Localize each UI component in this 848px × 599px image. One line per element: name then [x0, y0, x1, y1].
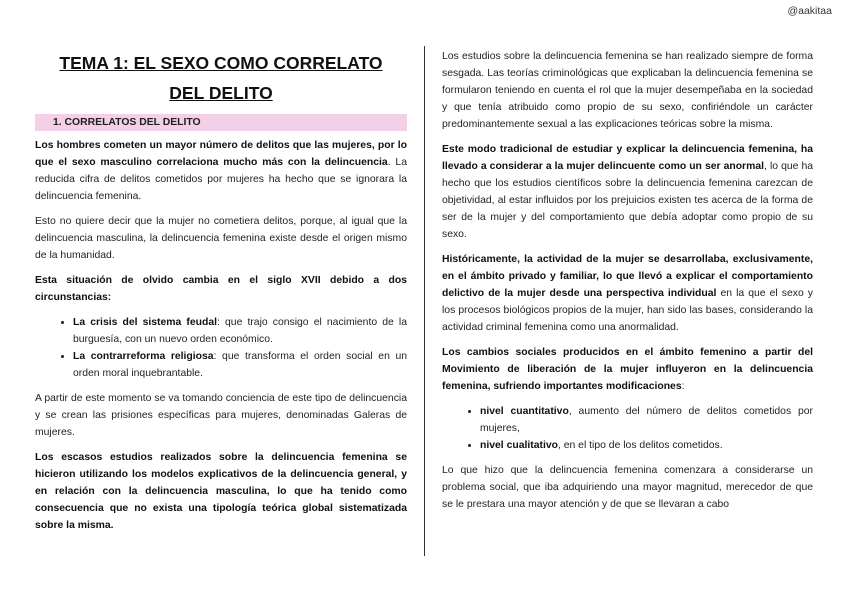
text: , en el tipo de los delitos cometidos. [557, 440, 723, 451]
list-item [480, 437, 813, 454]
bullet-list [35, 314, 407, 382]
text: : [681, 381, 685, 392]
text: : que transforma el orden social en un orden moral inquebrantable. [73, 351, 408, 379]
text: en la que el sexo y los procesos biológicos propios de la mujer, han sido las bases, considerando la actividad criminal femenina como una anormalidad. [442, 288, 813, 333]
paragraph: Esto no quiere decir que la mujer no cometiera delitos, porque, al igual que la delincuencia masculina, la delincuencia femenina existe desde el origen mismo de la humanidad. [35, 216, 407, 261]
author-handle: @aakitaa [787, 5, 832, 17]
title-line-2: DEL DELITO [169, 83, 273, 103]
paragraph: Lo que hizo que la delincuencia femenina comenzara a considerarse un problema social, que iba adquiriendo una mayor magnitud, merecedor de que se le prestara una mayor atención y de que se llevaran a cabo [442, 465, 813, 510]
paragraph [442, 344, 813, 395]
bold-text: Este modo tradicional de estudiar y explicar la delincuencia femenina, ha llevado a considerar a la mujer delincuente como un ser anormal [442, 144, 813, 172]
bold-text: nivel cuantitativo [480, 406, 569, 417]
text: : que trajo consigo el nacimiento de la burguesía, con un nuevo orden económico. [73, 317, 407, 345]
column-divider [424, 46, 425, 556]
left-column [35, 48, 407, 542]
list-item [480, 403, 813, 437]
title-line-1: TEMA 1: EL SEXO COMO CORRELATO [59, 53, 383, 73]
text: . La reducida cifra de delitos cometidos por mujeres ha hecho que se ignorara la delincuencia femenina. [35, 157, 407, 202]
bullet-list [442, 403, 813, 454]
text: , lo que ha hecho que los estudios científicos sobre la delincuencia femenina carezcan de objetividad, al estar influidos por los prejuicios existen tes acerca de la forma de ser de la mujer y del comportamiento que debía adoptar como propio de su sexo. [442, 161, 813, 240]
paragraph [35, 272, 407, 306]
bold-text: Los hombres cometen un mayor número de delitos que las mujeres, por lo que el sexo masculino correlaciona mucho más con la delincuencia [35, 140, 407, 168]
bold-text: Históricamente, la actividad de la mujer se desarrollaba, exclusivamente, en el ámbito privado y familiar, lo que llevó a explicar el comportamiento delictivo de la mujer desde una perspectiva individual [442, 254, 813, 299]
paragraph [442, 251, 813, 336]
list-item [73, 348, 407, 382]
paragraph [35, 137, 407, 205]
paragraph [442, 141, 813, 243]
paragraph: A partir de este momento se va tomando conciencia de este tipo de delincuencia y se crean las prisiones específicas para mujeres, denominadas Galeras de mujeres. [35, 393, 407, 438]
page-title [35, 48, 407, 108]
bold-text: nivel cualitativo [480, 440, 558, 451]
bold-text: La crisis del sistema feudal [73, 317, 218, 328]
bold-text: Esta situación de olvido cambia en el siglo XVII debido a dos circunstancias: [35, 275, 407, 303]
bold-text: La contrarreforma religiosa [73, 351, 214, 362]
bold-text: Los cambios sociales producidos en el ámbito femenino a partir del Movimiento de liberación de la mujer influyeron en la delincuencia femenina, sufriendo importantes modificaciones [442, 347, 813, 392]
paragraph [35, 449, 407, 534]
text: , aumento del número de delitos cometidos por mujeres, [480, 406, 813, 434]
bold-text: Los escasos estudios realizados sobre la delincuencia femenina se hicieron utilizando los modelos explicativos de la delincuencia general, y en relación con la delincuencia masculina, lo que ha tenido como consecuencia que no exista una tipología teórica global sistematizada sobre la misma. [35, 452, 407, 531]
paragraph: Los estudios sobre la delincuencia femenina se han realizado siempre de forma sesgada. Las teorías criminológicas que explicaban la delincuencia femenina se formularon teniendo en cuenta el rol que la mujer desempeñaba en la sociedad y que tenía atribuido como propio de su sexo, confiriéndole un carácter predominantemente sexual a las explicaciones teóricas sobre la misma. [442, 51, 813, 130]
list-item [73, 314, 407, 348]
right-column [442, 48, 813, 521]
section-heading: 1. CORRELATOS DEL DELITO [35, 114, 407, 131]
